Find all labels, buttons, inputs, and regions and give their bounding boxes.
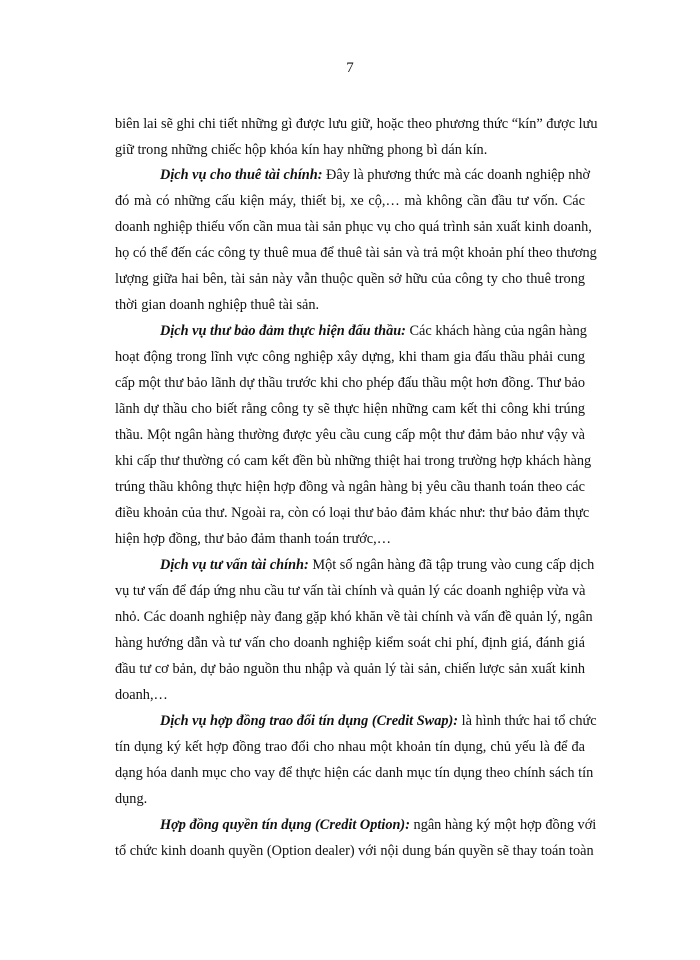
text-line: cấp một thư bảo lãnh dự thầu trước khi cho phép đấu thầu một hơn đồng. Thư bảo	[115, 375, 585, 391]
text-line: nhỏ. Các doanh nghiệp này đang gặp khó khăn về tài chính và vấn đề quản lý, ngân	[115, 609, 593, 625]
text-line: vụ tư vấn để đáp ứng nhu cầu tư vấn tài chính và quản lý các doanh nghiệp vừa và	[115, 583, 586, 599]
text-line: thời gian doanh nghiệp thuê tài sản.	[115, 297, 320, 313]
paragraph-lead-financial-advisory: Dịch vụ tư vấn tài chính: Một số ngân hàng đã tập trung vào cung cấp dịch	[160, 557, 595, 573]
paragraph-lead-bid-guarantee: Dịch vụ thư bảo đảm thực hiện đấu thầu: Các khách hàng của ngân hàng	[160, 323, 587, 339]
paragraph-lead-finance-lease: Dịch vụ cho thuê tài chính: Đây là phương thức mà các doanh nghiệp nhờ	[160, 167, 591, 183]
text-line: biên lai sẽ ghi chi tiết những gì được lưu giữ, hoặc theo phương thức “kín” được lưu	[115, 116, 598, 132]
term-heading: Dịch vụ hợp đồng trao đổi tín dụng (Credit Swap):	[160, 713, 459, 729]
text-line: đầu tư cơ bản, dự bảo nguồn thu nhập và quản lý tài sản, chiến lược sản xuất kinh	[115, 661, 585, 677]
text-line: hàng hướng dẫn và tư vấn cho doanh nghiệp kiểm soát chi phí, định giá, đánh giá	[115, 635, 585, 651]
paragraph-lead-credit-swap: Dịch vụ hợp đồng trao đổi tín dụng (Credit Swap): là hình thức hai tổ chức	[160, 713, 597, 729]
text-line: hiện hợp đồng, thư bảo đảm thanh toán trước,…	[115, 531, 391, 547]
text-line: đó mà có những cấu kiện máy, thiết bị, xe cộ,… mà không cần đầu tư vốn. Các	[115, 193, 585, 209]
term-heading: Dịch vụ thư bảo đảm thực hiện đấu thầu:	[160, 323, 406, 339]
text-line: doanh,…	[115, 687, 168, 703]
term-heading: Hợp đồng quyền tín dụng (Credit Option):	[160, 817, 410, 833]
text-line: thầu. Một ngân hàng thường được yêu cầu cung cấp một thư đảm bảo như vậy và	[115, 427, 585, 443]
text-line: trúng thầu không thực hiện hợp đồng và ngân hàng bị yêu cầu thanh toán theo các	[115, 479, 585, 495]
text-line: lãnh dự thầu cho biết rằng công ty sẽ thực hiện những cam kết thi công khi trúng	[115, 401, 585, 417]
text-line: lượng giữa hai bên, tài sản này vẫn thuộc quền sở hữu của công ty cho thuê trong	[115, 271, 585, 287]
term-heading: Dịch vụ cho thuê tài chính:	[160, 167, 323, 183]
text-line: dụng.	[115, 791, 148, 807]
page-number: 7	[346, 60, 354, 76]
text-line: giữ trong những chiếc hộp khóa kín hay những phong bì dán kín.	[115, 142, 488, 158]
text-line: tổ chức kinh doanh quyền (Option dealer) với nội dung bán quyền sẽ thay toán toàn	[115, 843, 594, 859]
text-line: hoạt động trong lĩnh vực công nghiệp xây dựng, khi tham gia đấu thầu phải cung	[115, 349, 585, 365]
text-line: dạng hóa danh mục cho vay để thực hiện các danh mục tín dụng theo chính sách tín	[115, 765, 594, 781]
paragraph-lead-credit-option: Hợp đồng quyền tín dụng (Credit Option): ngân hàng ký một hợp đồng với	[160, 817, 597, 833]
term-heading: Dịch vụ tư vấn tài chính:	[160, 557, 309, 573]
text-line: điều khoản của thư. Ngoài ra, còn có loại thư bảo đảm khác như: thư bảo đảm thực	[115, 505, 590, 521]
text-line: tín dụng ký kết hợp đồng trao đổi cho nhau một khoản tín dụng, chủ yếu là để đa	[115, 739, 585, 755]
text-line: họ có thể đến các công ty thuê mua để thuê tài sản và trả một khoản phí theo thương	[115, 245, 597, 261]
text-line: khi cấp thư thường có cam kết đền bù những thiệt hai trong trường hợp khách hàng	[115, 453, 592, 469]
text-line: doanh nghiệp thiếu vốn cần mua tài sản phục vụ cho quá trình sản xuất kinh doanh,	[115, 219, 592, 235]
